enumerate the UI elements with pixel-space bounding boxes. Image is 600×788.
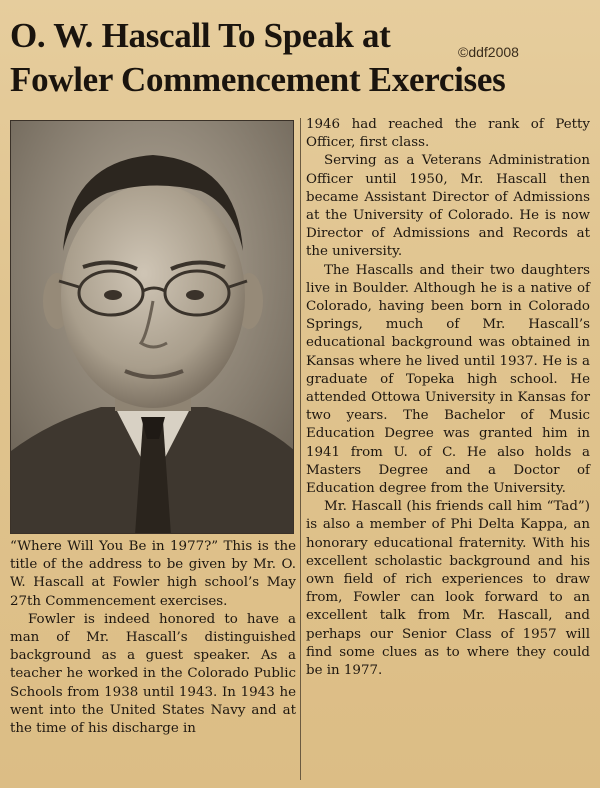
right-column — [306, 116, 590, 680]
left-paragraph-1: “Where Will You Be in 1977?” This is the title of the address to be given by Mr. O. W. Hascall at Fowler high school’s May 27th Commencement exercises. — [10, 539, 296, 609]
headline-line-1: O. W. Hascall To Speak at — [10, 16, 391, 55]
left-column — [10, 538, 296, 738]
right-paragraph-1: 1946 had reached the rank of Petty Officer, first class. — [306, 117, 590, 151]
portrait-photo — [10, 120, 294, 534]
right-paragraph-4: Mr. Hascall (his friends call him “Tad”) is also a member of Phi Delta Kappa, an honorary educational fraternity. With his excellent scholastic background and his own field of rich experiences to draw from, Fowler can look forward to an excellent talk from Mr. Hascall, and perhaps our Senior Class of 1957 will find some clues as to where they could be in 1977. — [306, 499, 590, 679]
left-paragraph-2: Fowler is indeed honored to have a man of Mr. Hascall’s distinguished background as a guest speaker. As a teacher he worked in the Colorado Public Schools from 1938 until 1943. In 1943 he went into the United States Navy and at the time of his discharge in — [10, 611, 296, 737]
right-paragraph-3: The Hascalls and their two daughters live in Boulder. Although he is a native of Colorado, having been born in Colorado Springs, much of Mr. Hascall’s educational background was obtained in Kansas where he lived until 1937. He is a graduate of Topeka high school. He attended Ottowa University in Kansas for two years. The Bachelor of Music Education Degree was granted him in 1941 from U. of C. He also holds a Masters Degree and a Doctor of Education degree from the University. — [306, 262, 590, 497]
copyright-watermark: ©ddf2008 — [458, 44, 519, 60]
headline-line-2: Fowler Commencement Exercises — [10, 60, 506, 99]
column-divider — [300, 118, 301, 780]
portrait-icon — [11, 121, 294, 534]
right-paragraph-2: Serving as a Veterans Administration Officer until 1950, Mr. Hascall then became Assistant Director of Admissions at the University of Colorado. He is now Director of Admissions and Records at the university. — [306, 153, 590, 260]
